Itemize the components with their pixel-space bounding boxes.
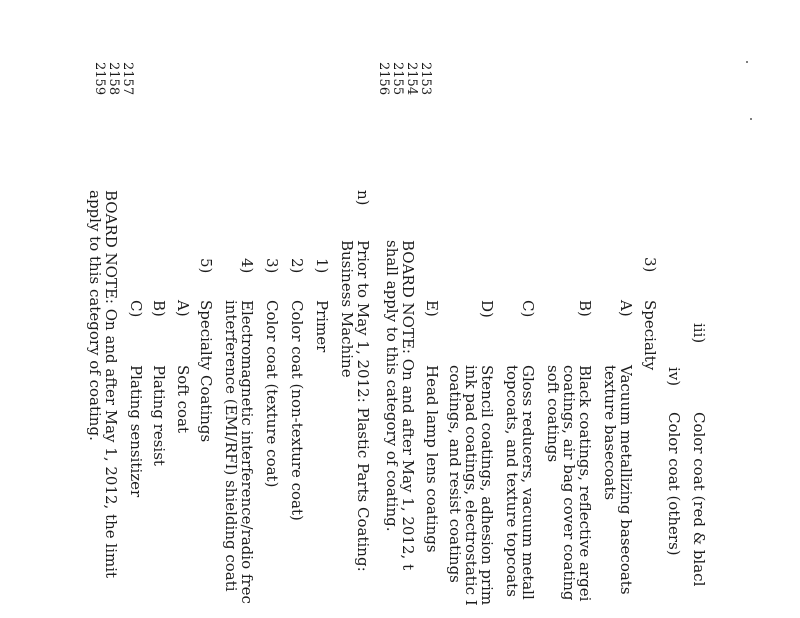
- line-number: 2156: [376, 62, 391, 96]
- line-number: 2155: [390, 62, 405, 96]
- item-marker: iv): [665, 367, 683, 387]
- item-marker: C): [519, 300, 537, 318]
- section-heading: Business Machine: [338, 240, 356, 378]
- text-line: Specialty: [641, 300, 659, 371]
- item-marker: n): [354, 190, 372, 206]
- text-line: Head lamp lens coatings: [423, 365, 441, 553]
- line-number: 2159: [92, 62, 107, 96]
- text-line: interference (EMI/RFI) shielding coati: [222, 300, 240, 592]
- text-line: topcoats, and texture topcoats: [503, 365, 521, 597]
- text-line: Vacuum metallizing basecoats: [617, 365, 635, 595]
- item-marker: iii): [690, 323, 708, 344]
- item-marker: 1): [313, 258, 331, 274]
- text-line: Plating sensitizer: [127, 365, 145, 498]
- text-line: coatings, and resist coatings: [446, 365, 464, 583]
- text-line: Plating resist: [150, 365, 168, 466]
- text-line: Gloss reducers, vacuum metall: [519, 365, 537, 600]
- text-line: texture basecoats: [601, 365, 619, 501]
- item-marker: E): [423, 300, 441, 317]
- section-heading: Prior to May 1, 2012: Plastic Parts Coating:: [354, 240, 372, 572]
- item-marker: 2): [288, 258, 306, 274]
- text-line: Color coat (texture coat): [263, 300, 281, 488]
- item-marker: C): [127, 300, 145, 318]
- board-note: apply to this category of coating.: [86, 190, 104, 441]
- item-marker: 3): [263, 258, 281, 274]
- item-marker: 3): [641, 257, 659, 273]
- text-line: Specialty Coatings: [197, 300, 215, 443]
- text-line: Soft coat: [174, 365, 192, 434]
- item-marker: B): [576, 300, 594, 317]
- scan-speck: [750, 118, 752, 120]
- item-marker: A): [617, 300, 635, 317]
- item-marker: D): [478, 300, 496, 318]
- text-line: coatings, air bag cover coating: [560, 365, 578, 601]
- item-marker: 4): [238, 258, 256, 274]
- line-number: 2158: [106, 62, 121, 96]
- scan-speck: [746, 61, 748, 63]
- text-line: ink pad coatings, electrostatic I: [462, 365, 480, 606]
- line-number: 2157: [120, 62, 135, 96]
- board-note: BOARD NOTE: On and after May 1, 2012, t: [399, 240, 417, 571]
- text-line: Stencil coatings, adhesion prim: [478, 365, 496, 606]
- line-number: 2153: [418, 62, 433, 96]
- text-line: Color coat (others): [665, 412, 683, 556]
- item-marker: B): [150, 300, 168, 317]
- board-note: shall apply to this category of coating.: [383, 240, 401, 532]
- text-line: Color coat (red & blacl: [690, 412, 708, 587]
- text-line: Primer: [313, 300, 331, 353]
- item-marker: A): [174, 300, 192, 317]
- item-marker: 5): [197, 258, 215, 274]
- board-note: BOARD NOTE: On and after May 1, 2012, the limit: [102, 190, 120, 579]
- text-line: Black coatings, reflective argei: [576, 365, 594, 602]
- text-line: Color coat (non-texture coat): [288, 300, 306, 521]
- text-line: Electromagnetic interference/radio frec: [238, 300, 256, 604]
- line-number: 2154: [404, 62, 419, 96]
- text-line: soft coatings: [544, 365, 562, 463]
